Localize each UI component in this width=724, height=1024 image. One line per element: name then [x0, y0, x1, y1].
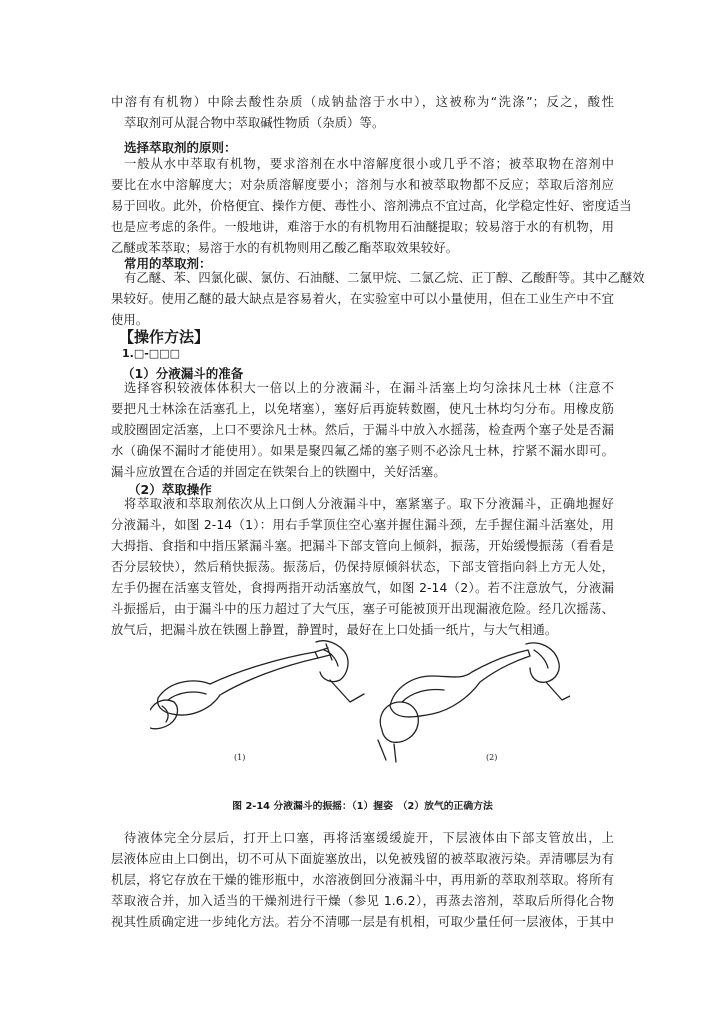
text-line: 待液体完全分层后，打开上口塞，再将活塞缓缓旋开，下层液体由下部支管放出，上: [124, 831, 614, 845]
text-line: 大拇指、食指和中指压紧漏斗塞。把漏斗下部支管向上倾斜，振荡，开始缓慢振荡（看看是: [111, 539, 614, 553]
text-line: 有乙醚、苯、四氯化碳、氯仿、石油醚、二氯甲烷、二氯乙烷、正丁醇、乙酸酐等。其中乙醚效: [124, 271, 645, 285]
text-line: 使用。: [111, 313, 149, 327]
figure-label-1: (1): [234, 753, 246, 762]
text-line: 漏斗应放置在合适的并固定在铁架台上的铁圈中，关好活塞。: [111, 465, 446, 479]
text-line: 选择容积较液体体积大一倍以上的分液漏斗，在漏斗活塞上均匀涂抹凡士林（注意不: [124, 381, 614, 395]
text-line: 乙醚或苯萃取；易溶于水的有机物则用乙酸乙酯萃取效果较好。: [111, 241, 459, 255]
heading-method: 【操作方法】: [119, 328, 210, 346]
text-line: 将萃取液和萃取剂依次从上口倒人分液漏斗中，塞紧塞子。取下分液漏斗，正确地握好: [124, 497, 614, 511]
heading-common-solvents: 常用的萃取剂：: [124, 256, 212, 271]
heading-solvent-principle: 选择萃取剂的原则：: [124, 140, 237, 155]
holding-posture-illustration: [150, 641, 364, 729]
paragraph-wash: [111, 92, 614, 134]
heading-funnel-prep: （1）分液漏斗的准备: [122, 366, 244, 381]
text-line: 层液体应由上口倒出，切不可从下面旋塞放出，以免被残留的被萃取液污染。弄清哪层为有: [111, 852, 614, 866]
text-line: 分液漏斗，如图 2-14（1）：用右手掌顶住空心塞并握住漏斗颈，左手握住漏斗活塞处，用: [111, 518, 614, 532]
text-line: 要把凡士林涂在活塞孔上，以免堵塞），塞好后再旋转数圈，使凡士林均匀分布。用橡皮筋: [111, 402, 614, 416]
heading-extraction-op: （2）萃取操作: [128, 482, 212, 497]
text-line: 要比在水中溶解度大；对杂质溶解度要小；溶剂与水和被萃取物都不反应；萃取后溶剂应: [111, 178, 614, 192]
figure-label-2: (2): [486, 753, 498, 762]
text-line: 斗振摇后，由于漏斗中的压力超过了大气压，塞子可能被顶开出现漏液危险。经几次摇荡、: [111, 602, 614, 616]
paragraph-funnel-prep: [111, 378, 614, 483]
text-line: 果较好。使用乙醚的最大缺点是容易着火，在实验室中可以小量使用，但在工业生产中不宜: [111, 292, 614, 306]
venting-illustration: [378, 643, 570, 762]
text-line: 或胶圈固定活塞，上口不要涂凡士林。然后，于漏斗中放入水摇荡，检查两个塞子处是否漏: [111, 423, 614, 437]
text-line: 视其性质确定进一步纯化方法。若分不清哪一层是有机相，可取少量任何一层液体，于其中: [111, 915, 614, 929]
figure-caption: 图 2-14 分液漏斗的振摇：（1）握姿 （2）放气的正确方法: [232, 801, 493, 812]
text-line: 左手仍握在活塞支管处，食拇两指开动活塞放气，如图 2-14（2）。若不注意放气，分液漏: [111, 581, 614, 595]
text-line: 易于回收。此外，价格便宜、操作方便、毒性小、溶剂沸点不宜过高，化学稳定性好、密度适当: [111, 199, 632, 213]
text-line: 中溶有有机物）中除去酸性杂质（成钠盐溶于水中），这被称为“洗涤”；反之，酸性: [111, 95, 614, 109]
paragraph-common-solvents: [111, 268, 645, 331]
text-line: 水（确保不漏时才能使用）。如果是聚四氟乙烯的塞子则不必涂凡士林，拧紧不漏水即可。: [111, 444, 614, 458]
paragraph-extraction-op: [111, 494, 614, 641]
text-line: 放气后，把漏斗放在铁圈上静置，静置时，最好在上口处插一纸片，与大气相通。: [111, 623, 558, 637]
heading-section-1: 1.□-□□□: [122, 347, 180, 360]
text-line: 机层，将它存放在干燥的锥形瓶中，水溶液倒回分液漏斗中，再用新的萃取剂萃取。将所有: [111, 873, 614, 887]
text-line: 一般从水中萃取有机物，要求溶剂在水中溶解度很小或几乎不溶；被萃取物在溶剂中: [124, 157, 614, 171]
funnel-shaking-figure: [150, 640, 570, 770]
paragraph-principle: [111, 154, 632, 259]
paragraph-separation: [111, 828, 614, 933]
text-line: 否分层较快），然后稍快振荡。振荡后，仍保持原倾斜状态，下部支管指向斜上方无人处，: [111, 560, 614, 574]
text-line: 萃取剂可从混合物中萃取碱性物质（杂质）等。: [124, 116, 385, 130]
text-line: 萃取液合并，加入适当的干燥剂进行干燥（参见 1.6.2），再蒸去溶剂，萃取后所得化合物: [111, 894, 614, 908]
text-line: 也是应考虑的条件。一般地讲，难溶于水的有机物用石油醚提取；较易溶于水的有机物，用: [111, 220, 614, 234]
